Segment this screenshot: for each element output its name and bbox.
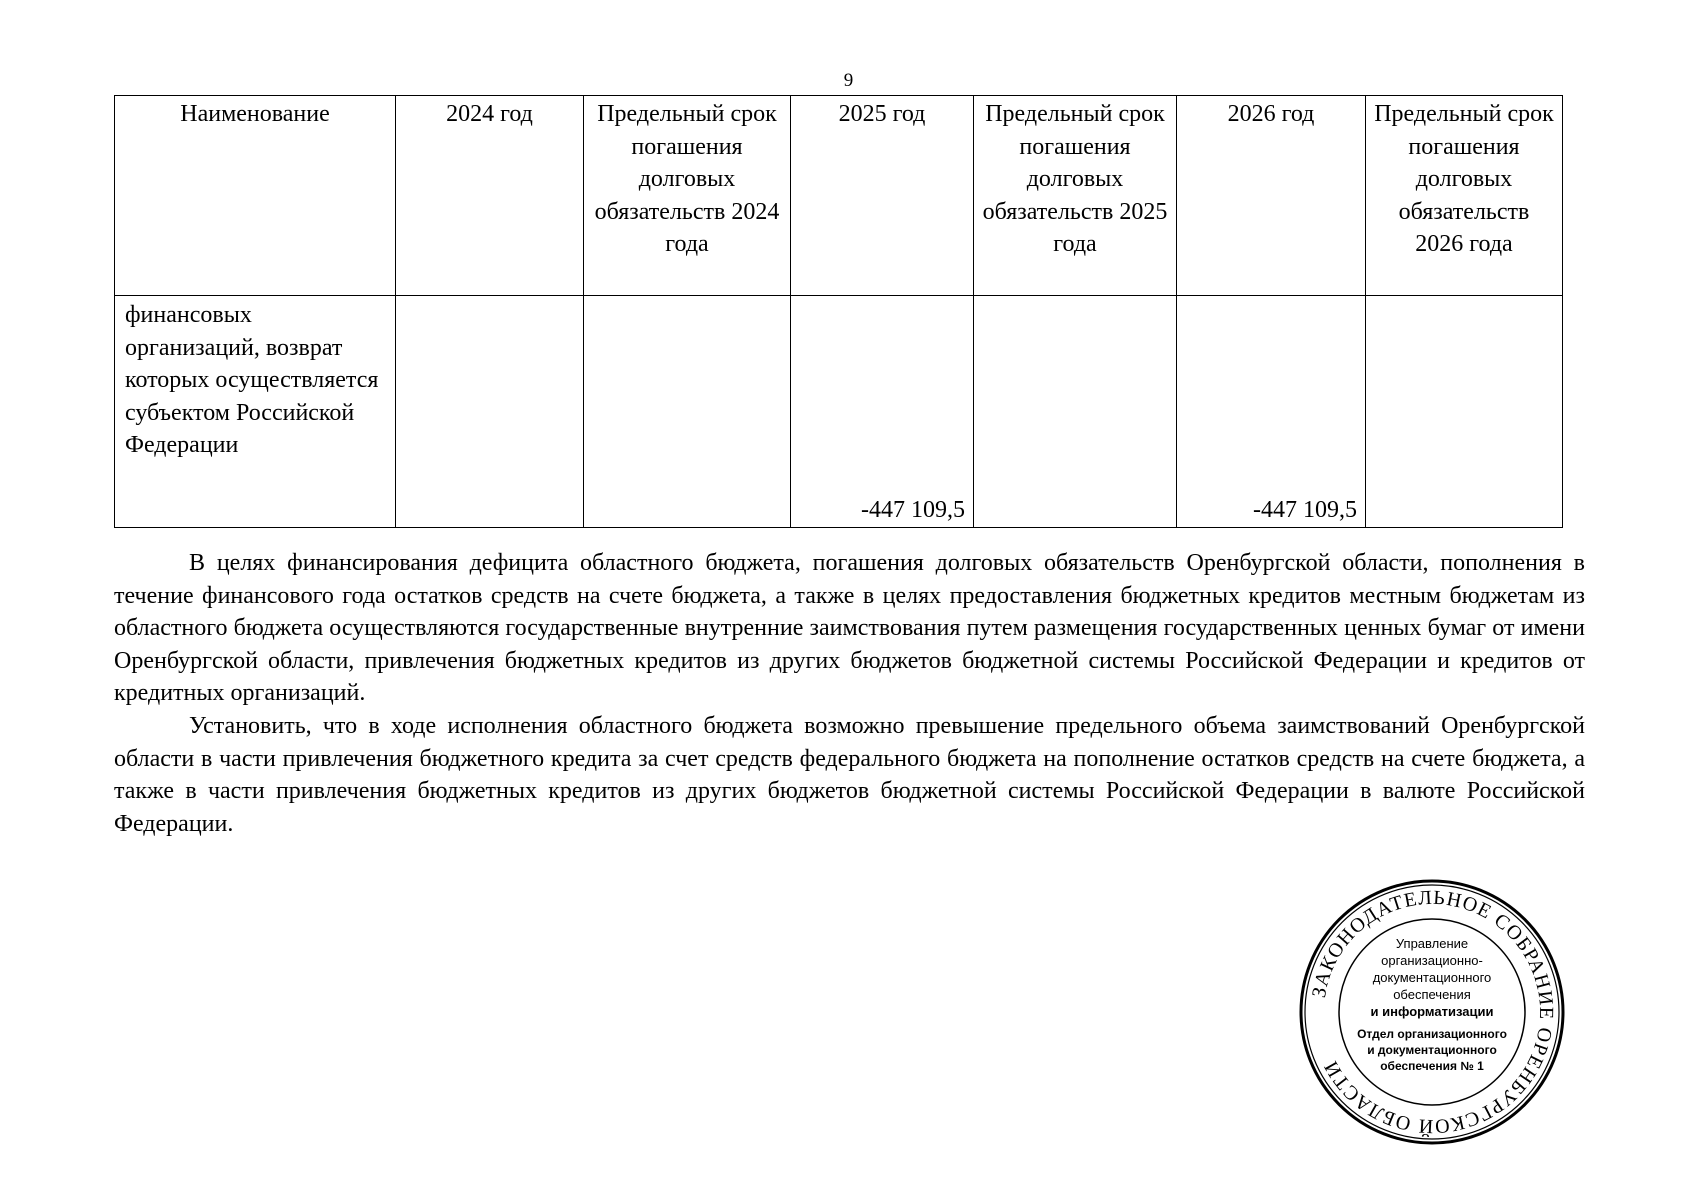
body-text (114, 547, 1585, 840)
seal-line: и информатизации (1370, 1004, 1494, 1019)
header-name: Наименование (115, 96, 396, 296)
row-term-2024-cell (584, 296, 791, 528)
header-term-2025: Предельный срок погашения долговых обязательств 2025 года (974, 96, 1177, 296)
table-header-row (115, 96, 1563, 296)
seal-line: обеспечения № 1 (1380, 1059, 1484, 1073)
seal-ring-text: ЗАКОНОДАТЕЛЬНОЕ СОБРАНИЕ ОРЕНБУРГСКОЙ ОБЛАСТИ (1307, 886, 1558, 1138)
row-2024-cell (396, 296, 584, 528)
header-2024: 2024 год (396, 96, 584, 296)
official-seal (1298, 878, 1566, 1146)
seal-line: документационного (1372, 970, 1492, 985)
seal-line: и документационного (1367, 1043, 1497, 1057)
header-term-2024: Предельный срок погашения долговых обязательств 2024 года (584, 96, 791, 296)
row-term-2025-cell (974, 296, 1177, 528)
table-row (115, 296, 1563, 528)
borrowing-table (114, 95, 1563, 528)
row-name-cell: финансовых организаций, возврат которых осуществляется субъектом Российской Федерации (115, 296, 396, 528)
page-number: 9 (843, 70, 854, 91)
row-2026-cell: -447 109,5 (1177, 296, 1366, 528)
seal-inner-text (1357, 936, 1507, 1073)
seal-line: организационно- (1381, 953, 1483, 968)
seal-line: обеспечения (1393, 987, 1471, 1002)
row-2025-cell: -447 109,5 (791, 296, 974, 528)
row-term-2026-cell (1366, 296, 1563, 528)
header-2026: 2026 год (1177, 96, 1366, 296)
paragraph-financing: В целях финансирования дефицита областного бюджета, погашения долговых обязательств Оренбургской области, пополнения в течение финансового года остатков средств на счете бюджета, а также в целях предоставления бюджетных кредитов местным бюджетам из областного бюджета осуществляются государственные внутренние заимствования путем размещения государственных ценных бумаг от имени Оренбургской области, привлечения бюджетных кредитов из других бюджетов бюджетной системы Российской Федерации и кредитов от кредитных организаций. (114, 550, 1585, 707)
header-2025: 2025 год (791, 96, 974, 296)
paragraph-establish: Установить, что в ходе исполнения областного бюджета возможно превышение предельного объема заимствований Оренбургской области в части привлечения бюджетного кредита за счет средств федерального бюджета на пополнение остатков средств на счете бюджета, а также в части привлечения бюджетных кредитов из других бюджетов бюджетной системы Российской Федерации в валюте Российской Федерации. (114, 712, 1585, 837)
seal-line: Отдел организационного (1357, 1027, 1507, 1041)
header-term-2026: Предельный срок погашения долговых обязательств 2026 года (1366, 96, 1563, 296)
seal-line: Управление (1395, 936, 1469, 951)
